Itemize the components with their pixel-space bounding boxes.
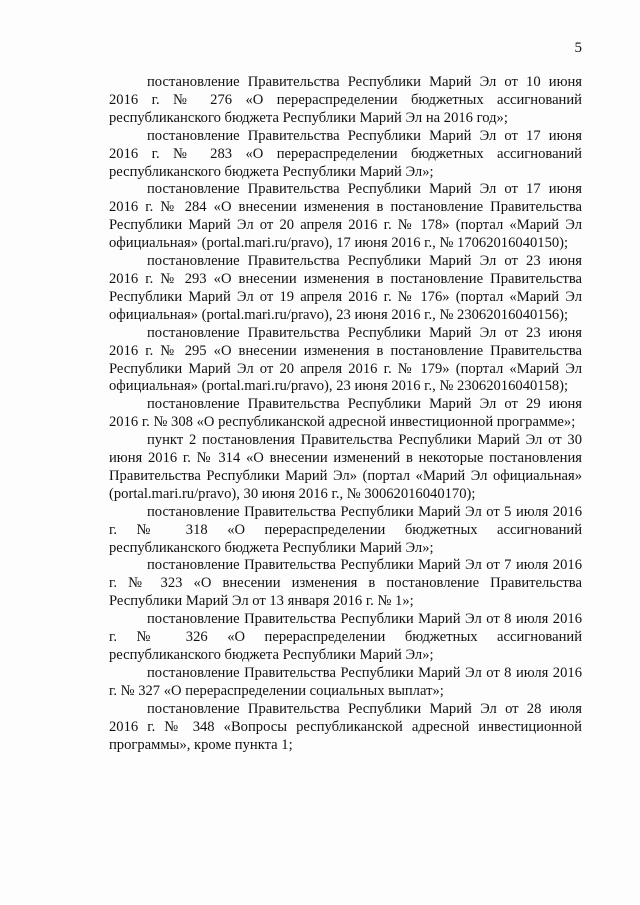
paragraph-6: постановление Правительства Республики Марий Эл от 29 июня 2016 г. № 308 «О республиканской адресной инвестиционной программе»;: [109, 396, 582, 431]
paragraph-12: постановление Правительства Республики Марий Эл от 28 июля 2016 г. № 348 «Вопросы республиканской адресной инвестиционной программы», кроме пункта 1;: [109, 700, 582, 753]
paragraph-5: постановление Правительства Республики Марий Эл от 23 июня 2016 г. № 295 «О внесении изменения в постановление Правительства Республики Марий Эл от 20 апреля 2016 г. № 179» (портал «Марий Эл официальная» (portal.mari.ru/pravo), 23 июня 2016 г., № 23062016040158);: [109, 324, 582, 395]
page-number: 5: [574, 40, 582, 56]
paragraph-1: постановление Правительства Республики Марий Эл от 10 июня 2016 г. № 276 «О перераспределении бюджетных ассигнований республиканского бюджета Республики Марий Эл на 2016 год»;: [109, 74, 582, 126]
paragraph-11: постановление Правительства Республики Марий Эл от 8 июля 2016 г. № 327 «О перераспределении социальных выплат»;: [109, 664, 582, 699]
paragraph-4: постановление Правительства Республики Марий Эл от 23 июня 2016 г. № 293 «О внесении изменения в постановление Правительства Республики Марий Эл от 19 апреля 2016 г. № 176» (портал «Марий Эл официальная» (portal.mari.ru/pravo), 23 июня 2016 г., № 23062016040156);: [109, 253, 582, 323]
paragraph-7: пункт 2 постановления Правительства Республики Марий Эл от 30 июня 2016 г. № 314 «О внесении изменений в некоторые постановления Правительства Республики Марий Эл» (портал «Марий Эл официальная» (portal.mari.ru/pravo), 30 июня 2016 г., № 30062016040170);: [109, 432, 582, 502]
paragraph-9: постановление Правительства Республики Марий Эл от 7 июля 2016 г. № 323 «О внесении изменения в постановление Правительства Республики Марий Эл от 13 января 2016 г. № 1»;: [109, 557, 582, 610]
document-body: [109, 74, 582, 754]
paragraph-2: постановление Правительства Республики Марий Эл от 17 июня 2016 г. № 283 «О перераспределении бюджетных ассигнований республиканского бюджета Республики Марий Эл»;: [109, 127, 582, 180]
paragraph-10: постановление Правительства Республики Марий Эл от 8 июля 2016 г. № 326 «О перераспределении бюджетных ассигнований республиканского бюджета Республики Марий Эл»;: [109, 611, 582, 663]
paragraph-3: постановление Правительства Республики Марий Эл от 17 июня 2016 г. № 284 «О внесении изменения в постановление Правительства Республики Марий Эл от 20 апреля 2016 г. № 178» (портал «Марий Эл официальная» (portal.mari.ru/pravo), 17 июня 2016 г., № 17062016040150);: [109, 181, 582, 252]
paragraph-8: постановление Правительства Республики Марий Эл от 5 июля 2016 г. № 318 «О перераспределении бюджетных ассигнований республиканского бюджета Республики Марий Эл»;: [109, 503, 582, 556]
